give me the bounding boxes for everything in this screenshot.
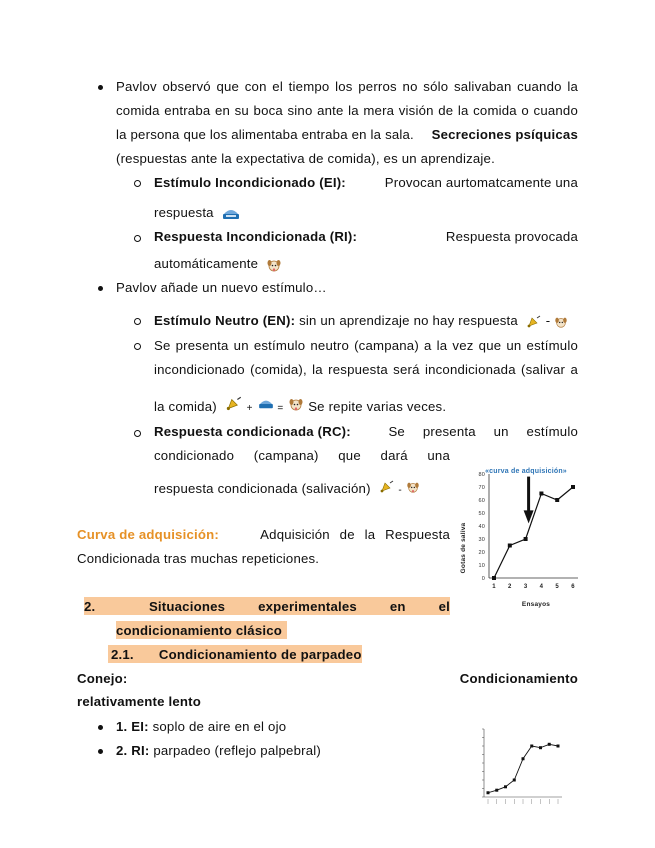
bullet1-line2: comida entraba en su boca sino ante la mera visión de la comida o cuando bbox=[116, 103, 578, 118]
chart1-ylabel: Gotas de saliva bbox=[460, 522, 467, 574]
chart1-ytick-label: 20 bbox=[478, 550, 485, 556]
section2-line1 bbox=[84, 599, 450, 614]
bullet-dot bbox=[98, 749, 103, 754]
rc-line3-text: respuesta condicionada (salivación) bbox=[154, 481, 371, 496]
chart1-ytick-label: 50 bbox=[478, 511, 485, 517]
chart1-ytick-label: 10 bbox=[478, 563, 485, 569]
section21-title: Condicionamiento de parpadeo bbox=[158, 647, 362, 662]
dog-icon bbox=[406, 480, 420, 494]
equals-sign: = bbox=[277, 403, 284, 414]
chart2-series-line bbox=[488, 744, 558, 792]
chart2-data-point bbox=[530, 745, 533, 748]
ei-line2 bbox=[154, 205, 240, 221]
en-text: sin un aprendizaje no hay respuesta bbox=[299, 313, 518, 328]
presenta-line3-start: la comida) bbox=[154, 399, 217, 414]
sub-bullet-ring bbox=[134, 318, 141, 325]
rc-line3 bbox=[154, 481, 420, 496]
dash-sign: - bbox=[545, 313, 551, 328]
chart2-data-point bbox=[487, 791, 490, 794]
conejo-line2: relativamente lento bbox=[77, 694, 201, 709]
en-term: Estímulo Neutro (EN): bbox=[154, 313, 296, 328]
chart2-data-point bbox=[513, 779, 516, 782]
section21-number: 2.1. bbox=[111, 647, 134, 662]
chart2-data-point bbox=[504, 785, 507, 788]
chart1-data-point bbox=[524, 537, 528, 541]
ei-line1 bbox=[154, 175, 578, 190]
ri-line2 bbox=[154, 256, 282, 273]
ri-line1 bbox=[154, 229, 578, 244]
rc-text: Se presenta un estímulo bbox=[388, 424, 578, 439]
ri-term: Respuesta Incondicionada (RI): bbox=[154, 229, 358, 244]
bullet-dot bbox=[98, 725, 103, 730]
dog-icon bbox=[554, 315, 568, 329]
curva-text: Adquisición de la Respuesta bbox=[260, 527, 450, 542]
secreciones-psiquicas: Secreciones psíquicas bbox=[431, 127, 578, 142]
ei-line2-text: respuesta bbox=[154, 205, 214, 220]
ei-term: Estímulo Incondicionado (EI): bbox=[154, 175, 346, 190]
bullet-dot bbox=[98, 286, 103, 291]
blink-conditioning-chart bbox=[470, 725, 566, 810]
chart1-ytick-label: 80 bbox=[478, 472, 485, 478]
bullet1-line4: (respuestas ante la expectativa de comida), es un aprendizaje. bbox=[116, 151, 495, 166]
list-item-text: soplo de aire en el ojo bbox=[152, 719, 287, 734]
bullet1-line3-text: la persona que los alimentaba entraba en la sala. bbox=[116, 127, 414, 142]
chart1-ytick-label: 30 bbox=[478, 537, 485, 543]
bullet1-line1: Pavlov observó que con el tiempo los perros no sólo salivaban cuando la bbox=[116, 79, 578, 94]
list-item-text: parpadeo (reflejo palpebral) bbox=[153, 743, 321, 758]
chart1-data-point bbox=[539, 492, 543, 496]
ei-text: Provocan aurtomatcamente una bbox=[384, 175, 578, 190]
curva-label: Curva de adquisición: bbox=[77, 527, 219, 542]
section2-word3: en bbox=[389, 599, 406, 614]
list-item bbox=[116, 719, 286, 734]
section2-line2: condicionamiento clásico bbox=[116, 623, 283, 638]
section2-word4: el bbox=[438, 599, 450, 614]
bullet-dot bbox=[98, 85, 103, 90]
chart1-ytick-label: 70 bbox=[478, 485, 485, 491]
chart1-xtick-label: 6 bbox=[571, 584, 575, 590]
presenta-line3 bbox=[154, 399, 446, 414]
en-line bbox=[154, 313, 568, 329]
chart2-data-point bbox=[495, 789, 498, 792]
chart1-data-point bbox=[492, 576, 496, 580]
bullet1-line3 bbox=[116, 127, 578, 142]
conejo-right: Condicionamiento bbox=[459, 671, 578, 686]
chart1-xtick-label: 2 bbox=[508, 584, 512, 590]
presenta-line3-end: Se repite varias veces. bbox=[308, 399, 447, 414]
food-bowl-icon bbox=[258, 398, 274, 410]
chart1-xtick-label: 4 bbox=[539, 584, 544, 590]
bell-icon bbox=[526, 315, 542, 329]
bell-icon bbox=[379, 480, 395, 494]
ri-line2-text: automáticamente bbox=[154, 256, 259, 271]
chart1-ytick-label: 60 bbox=[478, 498, 485, 504]
chart2-data-point bbox=[522, 757, 525, 760]
chart1-xtick-label: 1 bbox=[492, 584, 496, 590]
conejo-line1 bbox=[77, 671, 578, 686]
presenta-line1: Se presenta un estímulo neutro (campana) a la vez que un estímulo bbox=[154, 338, 578, 353]
dog-icon bbox=[288, 396, 304, 412]
bell-icon bbox=[225, 396, 243, 412]
bullet2-text: Pavlov añade un nuevo estímulo… bbox=[116, 280, 327, 295]
list-item-term: 2. RI: bbox=[116, 743, 150, 758]
acquisition-curve-chart bbox=[456, 462, 584, 612]
chart2-data-point bbox=[548, 743, 551, 746]
conejo-left: Conejo: bbox=[77, 671, 128, 686]
dash-sign: - bbox=[398, 485, 402, 496]
curva-line2: Condicionada tras muchas repeticiones. bbox=[77, 551, 320, 566]
chart1-data-point bbox=[508, 544, 512, 548]
chart1-xtick-label: 5 bbox=[555, 584, 559, 590]
food-bowl-icon bbox=[222, 207, 240, 221]
chart2-data-point bbox=[557, 745, 560, 748]
chart1-data-point bbox=[571, 485, 575, 489]
rc-line2: condicionado (campana) que dará una bbox=[154, 448, 450, 463]
list-item bbox=[116, 743, 321, 758]
list-item-term: 1. EI: bbox=[116, 719, 149, 734]
curva-line1 bbox=[77, 527, 450, 542]
chart1-series-line bbox=[494, 487, 573, 578]
ri-text: Respuesta provocada bbox=[445, 229, 578, 244]
section2-word2: experimentales bbox=[258, 599, 357, 614]
sub-bullet-ring bbox=[134, 235, 141, 242]
chart2-data-point bbox=[539, 746, 542, 749]
rc-term: Respuesta condicionada (RC): bbox=[154, 424, 351, 439]
chart1-ytick-label: 40 bbox=[478, 524, 485, 530]
section2-number: 2. bbox=[84, 599, 96, 614]
section2-word1: Situaciones bbox=[148, 599, 226, 614]
presenta-line2: incondicionado (comida), la respuesta será incondicionada (salivar a bbox=[154, 362, 578, 377]
sub-bullet-ring bbox=[134, 430, 141, 437]
dog-icon bbox=[266, 257, 282, 273]
plus-sign: + bbox=[246, 403, 253, 414]
chart1-xlabel: Ensayos bbox=[521, 601, 551, 608]
sub-bullet-ring bbox=[134, 343, 141, 350]
chart1-ytick-label: 0 bbox=[481, 576, 485, 582]
chart1-xtick-label: 3 bbox=[523, 584, 528, 590]
rc-line1 bbox=[154, 424, 578, 439]
section21-heading bbox=[111, 647, 362, 662]
chart1-title: «curva de adquisición» bbox=[485, 468, 567, 475]
sub-bullet-ring bbox=[134, 180, 141, 187]
chart1-data-point bbox=[555, 498, 559, 502]
